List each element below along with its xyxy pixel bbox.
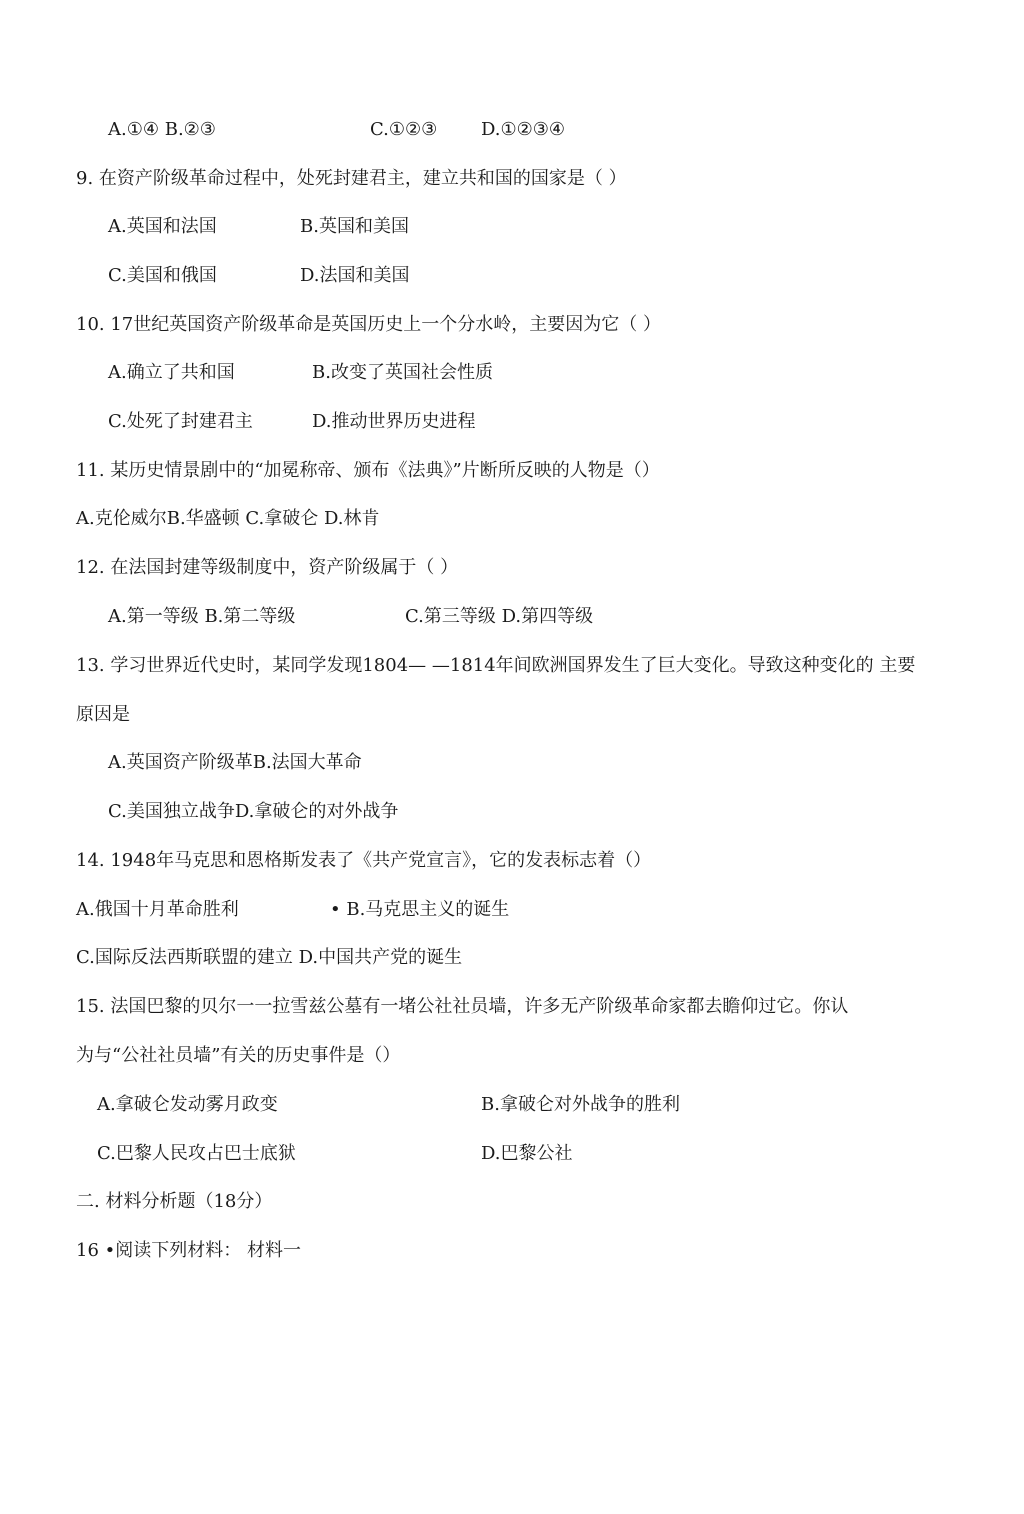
q9-options-row-2 (0, 264, 1024, 288)
section-2-heading: 二. 材料分析题（18分） (76, 1191, 273, 1212)
q8-options-row (0, 118, 1024, 142)
q8-option-d: D.①②③④ (481, 119, 566, 140)
q10-option-c: C.处死了封建君主 (108, 411, 253, 432)
q15-option-c: C.巴黎人民攻占巴士底狱 (97, 1143, 296, 1164)
q8-option-ab: A.①④ B.②③ (108, 119, 216, 140)
q10-option-d: D.推动世界历史进程 (312, 411, 476, 432)
q11-options: A.克伦威尔B.华盛顿 C.拿破仑 D.林肯 (76, 508, 380, 529)
q10-options-row-2 (0, 410, 1024, 434)
q15-stem-line-1: 15. 法国巴黎的贝尔一一拉雪兹公墓有一堵公社社员墙，许多无产阶级革命家都去瞻仰过它。你认 (76, 996, 849, 1017)
q13-options-row-2: C.美国独立战争D.拿破仑的对外战争 (108, 801, 399, 822)
q15-option-b: B.拿破仑对外战争的胜利 (481, 1094, 680, 1115)
q14-options-row-1 (0, 898, 1024, 922)
q12-options-row (0, 605, 1024, 629)
q14-option-a: A.俄国十月革命胜利 (76, 899, 239, 920)
q9-option-c: C.美国和俄国 (108, 265, 217, 286)
q13-stem-line-1: 13. 学习世界近代史时，某同学发现1804— —1814年间欧洲国界发生了巨大变化。导致这种变化的 主要 (76, 655, 916, 676)
q10-option-b: B.改变了英国社会性质 (312, 362, 493, 383)
q12-option-ab: A.第一等级 B.第二等级 (108, 606, 296, 627)
q11-stem: 11. 某历史情景剧中的“加冕称帝、颁布《法典》”片断所反映的人物是（） (76, 460, 660, 481)
q9-option-b: B.英国和美国 (300, 216, 409, 237)
q10-options-row-1 (0, 361, 1024, 385)
q14-option-b: • B.马克思主义的诞生 (330, 899, 510, 920)
q16-stem: 16 •阅读下列材料： 材料一 (76, 1240, 301, 1261)
q15-options-row-1 (0, 1093, 1024, 1117)
q10-option-a: A.确立了共和国 (108, 362, 235, 383)
q8-option-c: C.①②③ (370, 119, 438, 140)
q9-stem: 9. 在资产阶级革命过程中，处死封建君主，建立共和国的国家是（ ） (76, 168, 627, 189)
q12-option-cd: C.第三等级 D.第四等级 (405, 606, 594, 627)
q9-options-row-1 (0, 215, 1024, 239)
q15-option-d: D.巴黎公社 (481, 1143, 573, 1164)
q14-stem: 14. 1948年马克思和恩格斯发表了《共产党宣言》，它的发表标志着（） (76, 850, 652, 871)
q13-options-row-1: A.英国资产阶级革B.法国大革命 (108, 752, 362, 773)
q13-stem-line-2: 原因是 (76, 704, 130, 725)
q10-stem: 10. 17世纪英国资产阶级革命是英国历史上一个分水岭，主要因为它（ ） (76, 314, 661, 335)
q9-option-d: D.法国和美国 (300, 265, 410, 286)
q9-option-a: A.英国和法国 (108, 216, 217, 237)
q15-options-row-2 (0, 1142, 1024, 1166)
q12-stem: 12. 在法国封建等级制度中，资产阶级属于（ ） (76, 557, 459, 578)
q14-options-row-2: C.国际反法西斯联盟的建立 D.中国共产党的诞生 (76, 947, 463, 968)
q15-option-a: A.拿破仑发动雾月政变 (97, 1094, 278, 1115)
q15-stem-line-2: 为与“公社社员墙”有关的历史事件是（） (76, 1045, 401, 1066)
